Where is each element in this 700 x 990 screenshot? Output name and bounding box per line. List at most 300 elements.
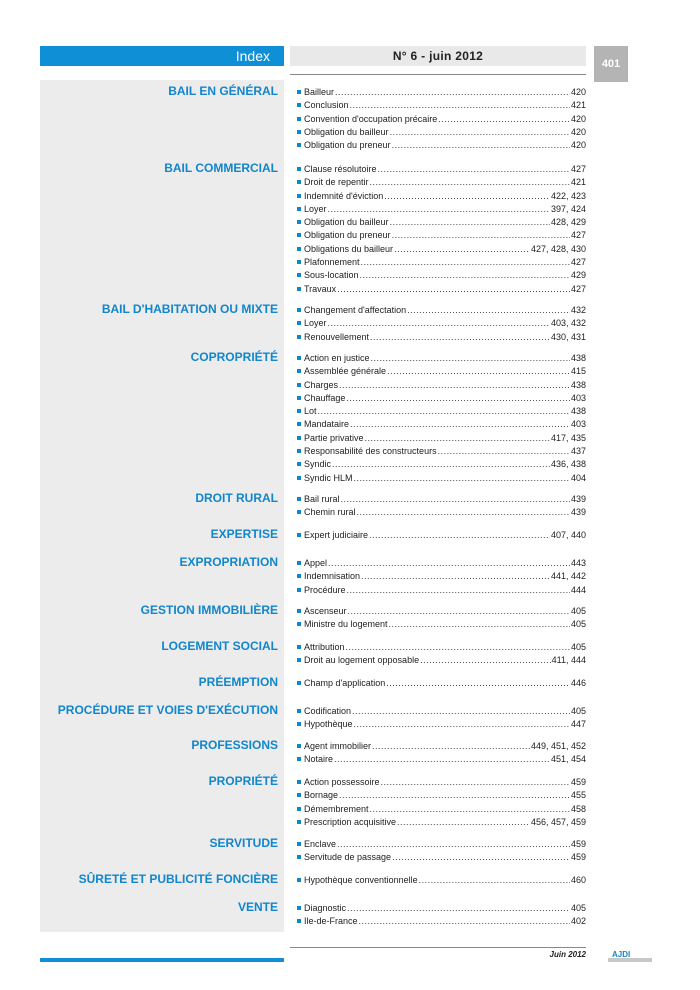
- entry-pages: 438: [570, 353, 586, 363]
- index-entry: [297, 99, 586, 112]
- entry-pages: 404: [570, 472, 586, 483]
- entry-label: Expert judiciaire: [304, 530, 369, 540]
- square-bullet-icon: [297, 356, 301, 360]
- entry-pages: 420: [570, 140, 586, 151]
- index-entry: [297, 331, 586, 344]
- index-entry: [297, 379, 586, 392]
- entry-pages: 455: [570, 790, 586, 801]
- square-bullet-icon: [297, 681, 301, 685]
- dot-leader: [334, 753, 550, 766]
- entry-label: Conclusion: [304, 100, 349, 111]
- dot-leader: [392, 139, 570, 152]
- index-entry: [297, 392, 586, 405]
- entry-pages: 444: [570, 584, 586, 595]
- dot-leader: [350, 99, 570, 112]
- square-bullet-icon: [297, 449, 301, 453]
- dot-leader: [360, 269, 570, 282]
- dot-leader: [369, 529, 550, 542]
- section-title: GESTION IMMOBILIÈRE: [140, 603, 278, 617]
- square-bullet-icon: [297, 533, 301, 537]
- index-entry: [297, 557, 586, 570]
- dot-leader: [339, 379, 570, 392]
- entry-pages: 439: [570, 494, 586, 504]
- index-entry: [297, 816, 586, 829]
- entry-pages: 422, 423: [550, 190, 586, 201]
- entry-label: Droit de repentir: [304, 177, 369, 188]
- square-bullet-icon: [297, 709, 301, 713]
- dot-leader: [346, 641, 570, 654]
- square-bullet-icon: [297, 167, 301, 171]
- entry-pages: 405: [570, 606, 586, 616]
- dot-leader: [371, 352, 570, 365]
- entry-pages: 405: [570, 903, 586, 913]
- index-entry: [297, 677, 586, 690]
- entry-pages: 403: [570, 419, 586, 430]
- entry-list: [297, 838, 586, 865]
- dot-leader: [397, 816, 530, 829]
- entry-pages: 439: [570, 507, 586, 518]
- entry-pages: 405: [570, 642, 586, 652]
- dot-leader: [352, 705, 570, 718]
- dot-leader: [378, 163, 570, 176]
- index-entry: [297, 605, 586, 618]
- entry-label: Ministre du logement: [304, 619, 388, 630]
- entry-label: Appel: [304, 558, 328, 568]
- index-entry: [297, 365, 586, 378]
- entry-label: Bail rural: [304, 494, 340, 504]
- entry-label: Loyer: [304, 203, 327, 214]
- index-entry: [297, 126, 586, 139]
- entry-pages: 458: [570, 803, 586, 814]
- entry-label: Prescription acquisitive: [304, 816, 397, 827]
- entry-label: Notaire: [304, 754, 334, 765]
- entry-label: Plafonnement: [304, 257, 360, 268]
- footer-date: Juin 2012: [549, 950, 586, 959]
- entry-pages: 441, 442: [550, 571, 586, 582]
- square-bullet-icon: [297, 855, 301, 859]
- section-title: EXPERTISE: [210, 527, 278, 541]
- dot-leader: [332, 458, 550, 471]
- index-entry: [297, 163, 586, 176]
- section-title: BAIL EN GÉNÉRAL: [168, 84, 278, 98]
- dot-leader: [328, 203, 550, 216]
- entry-list: [297, 902, 586, 929]
- entry-pages: 438: [570, 379, 586, 390]
- square-bullet-icon: [297, 497, 301, 501]
- square-bullet-icon: [297, 622, 301, 626]
- section-title: PROFESSIONS: [191, 738, 278, 752]
- entry-label: Syndic HLM: [304, 472, 353, 483]
- index-entry: [297, 405, 586, 418]
- entry-label: Droit au logement opposable: [304, 655, 420, 666]
- dot-leader: [318, 405, 570, 418]
- dot-leader: [361, 570, 550, 583]
- square-bullet-icon: [297, 247, 301, 251]
- index-entry: [297, 789, 586, 802]
- dot-leader: [390, 126, 570, 139]
- entry-pages: 451, 454: [550, 754, 586, 765]
- dot-leader: [381, 776, 570, 789]
- dot-leader: [438, 113, 570, 126]
- dot-leader: [354, 472, 570, 485]
- entry-pages: 403: [570, 392, 586, 403]
- square-bullet-icon: [297, 409, 301, 413]
- square-bullet-icon: [297, 588, 301, 592]
- index-entry: [297, 86, 586, 99]
- index-entry: [297, 584, 586, 597]
- index-entry: [297, 229, 586, 242]
- square-bullet-icon: [297, 878, 301, 882]
- entry-pages: 428, 429: [550, 217, 586, 228]
- index-entry: [297, 902, 586, 915]
- dot-leader: [347, 902, 570, 915]
- index-entry: [297, 570, 586, 583]
- entry-pages: 397, 424: [550, 203, 586, 214]
- footer-divider: [290, 947, 586, 948]
- entry-pages: 421: [570, 177, 586, 188]
- dot-leader: [337, 283, 570, 296]
- entry-list: [297, 740, 586, 767]
- square-bullet-icon: [297, 510, 301, 514]
- entry-pages: 405: [570, 619, 586, 630]
- dot-leader: [347, 584, 570, 597]
- dot-leader: [394, 243, 530, 256]
- entry-label: Démembrement: [304, 803, 369, 814]
- entry-label: Charges: [304, 379, 339, 390]
- issue-label: N° 6 - juin 2012: [290, 46, 586, 66]
- square-bullet-icon: [297, 90, 301, 94]
- index-entry: [297, 776, 586, 789]
- square-bullet-icon: [297, 143, 301, 147]
- dot-leader: [337, 838, 570, 851]
- dot-leader: [392, 229, 570, 242]
- entry-label: Obligation du preneur: [304, 230, 391, 241]
- entry-label: Lot: [304, 406, 317, 417]
- header-divider: [290, 74, 586, 75]
- entry-list: [297, 874, 586, 887]
- square-bullet-icon: [297, 609, 301, 613]
- dot-leader: [420, 654, 551, 667]
- square-bullet-icon: [297, 436, 301, 440]
- entry-label: Chauffage: [304, 392, 346, 403]
- entry-pages: 415: [570, 366, 586, 377]
- dot-leader: [390, 216, 550, 229]
- square-bullet-icon: [297, 308, 301, 312]
- index-entry: [297, 216, 586, 229]
- entry-pages: 429: [570, 270, 586, 281]
- index-entry: [297, 618, 586, 631]
- index-entry: [297, 493, 586, 506]
- dot-leader: [384, 190, 550, 203]
- section-title: BAIL D'HABITATION OU MIXTE: [101, 302, 278, 316]
- square-bullet-icon: [297, 194, 301, 198]
- entry-label: Chemin rural: [304, 507, 356, 518]
- entry-list: [297, 677, 586, 690]
- entry-pages: 456, 457, 459: [530, 816, 586, 827]
- index-entry: [297, 740, 586, 753]
- square-bullet-icon: [297, 807, 301, 811]
- entry-label: Indemnisation: [304, 571, 361, 582]
- entry-label: Loyer: [304, 318, 327, 329]
- section-title: EXPROPRIATION: [179, 555, 278, 569]
- entry-pages: 402: [570, 916, 586, 927]
- square-bullet-icon: [297, 383, 301, 387]
- dot-leader: [389, 618, 570, 631]
- index-entry: [297, 705, 586, 718]
- entry-label: Bornage: [304, 790, 339, 801]
- square-bullet-icon: [297, 335, 301, 339]
- entry-pages: 436, 438: [550, 459, 586, 470]
- dot-leader: [370, 331, 550, 344]
- dot-leader: [350, 418, 570, 431]
- index-entry: [297, 506, 586, 519]
- square-bullet-icon: [297, 220, 301, 224]
- dot-leader: [438, 445, 570, 458]
- square-bullet-icon: [297, 396, 301, 400]
- index-entry: [297, 190, 586, 203]
- section-title: SERVITUDE: [209, 836, 278, 850]
- index-entry: [297, 803, 586, 816]
- entry-label: Travaux: [304, 283, 337, 294]
- entry-list: [297, 705, 586, 732]
- square-bullet-icon: [297, 793, 301, 797]
- dot-leader: [354, 718, 570, 731]
- dot-leader: [348, 605, 570, 618]
- square-bullet-icon: [297, 207, 301, 211]
- entry-pages: 459: [570, 852, 586, 863]
- section-title: PROPRIÉTÉ: [208, 774, 278, 788]
- entry-pages: 427: [570, 230, 586, 241]
- dot-leader: [365, 432, 550, 445]
- entry-pages: 420: [570, 126, 586, 137]
- square-bullet-icon: [297, 722, 301, 726]
- square-bullet-icon: [297, 744, 301, 748]
- entry-label: Responsabilité des constructeurs: [304, 446, 437, 457]
- dot-leader: [341, 493, 570, 506]
- square-bullet-icon: [297, 919, 301, 923]
- entry-list: [297, 304, 586, 344]
- entry-label: Hypothèque: [304, 719, 353, 730]
- footer-brand: AJDI: [612, 950, 631, 959]
- index-entry: [297, 915, 586, 928]
- index-entry: [297, 641, 586, 654]
- entry-label: Partie privative: [304, 432, 364, 443]
- dot-leader: [407, 304, 570, 317]
- index-entry: [297, 851, 586, 864]
- square-bullet-icon: [297, 117, 301, 121]
- entry-list: [297, 605, 586, 632]
- entry-pages: 427: [570, 164, 586, 174]
- entry-label: Assemblée générale: [304, 366, 387, 377]
- entry-pages: 430, 431: [550, 331, 586, 342]
- entry-label: Obligations du bailleur: [304, 243, 394, 254]
- dot-leader: [339, 789, 570, 802]
- index-entry: [297, 352, 586, 365]
- square-bullet-icon: [297, 422, 301, 426]
- entry-label: Obligation du preneur: [304, 140, 391, 151]
- index-entry: [297, 432, 586, 445]
- entry-pages: 432: [570, 305, 586, 315]
- entry-pages: 447: [570, 719, 586, 730]
- entry-pages: 438: [570, 406, 586, 417]
- entry-pages: 411, 444: [551, 655, 586, 666]
- index-entry: [297, 203, 586, 216]
- dot-leader: [357, 506, 570, 519]
- dot-leader: [370, 176, 570, 189]
- square-bullet-icon: [297, 103, 301, 107]
- entry-list: [297, 493, 586, 520]
- entry-label: Champ d'application: [304, 678, 386, 688]
- entry-label: Servitude de passage: [304, 852, 392, 863]
- entry-pages: 437: [570, 446, 586, 457]
- entry-label: Action en justice: [304, 353, 370, 363]
- entry-label: Convention d'occupation précaire: [304, 113, 438, 124]
- index-entry: [297, 445, 586, 458]
- entry-list: [297, 352, 586, 485]
- entry-label: Sous-location: [304, 270, 359, 281]
- entry-pages: 427: [570, 283, 586, 294]
- square-bullet-icon: [297, 574, 301, 578]
- square-bullet-icon: [297, 369, 301, 373]
- square-bullet-icon: [297, 658, 301, 662]
- dot-leader: [361, 256, 570, 269]
- entry-pages: 417, 435: [550, 432, 586, 443]
- entry-pages: 427, 428, 430: [530, 243, 586, 254]
- entry-label: Renouvellement: [304, 331, 370, 342]
- entry-list: [297, 641, 586, 668]
- entry-pages: 446: [570, 678, 586, 688]
- dot-leader: [387, 365, 570, 378]
- square-bullet-icon: [297, 462, 301, 466]
- entry-label: Hypothèque conventionnelle: [304, 875, 418, 885]
- square-bullet-icon: [297, 645, 301, 649]
- entry-pages: 421: [570, 100, 586, 111]
- dot-leader: [386, 677, 570, 690]
- entry-list: [297, 163, 586, 296]
- square-bullet-icon: [297, 321, 301, 325]
- entry-label: Ascenseur: [304, 606, 347, 616]
- dot-leader: [359, 915, 570, 928]
- section-title: SÛRETÉ ET PUBLICITÉ FONCIÈRE: [78, 872, 278, 886]
- entry-label: Codification: [304, 706, 352, 716]
- dot-leader: [328, 557, 570, 570]
- entry-list: [297, 529, 586, 542]
- entry-label: Obligation du bailleur: [304, 126, 389, 137]
- entry-pages: 403, 432: [550, 318, 586, 329]
- entry-label: Enclave: [304, 839, 337, 849]
- entry-label: Obligation du bailleur: [304, 217, 389, 228]
- square-bullet-icon: [297, 842, 301, 846]
- square-bullet-icon: [297, 273, 301, 277]
- entry-list: [297, 557, 586, 597]
- left-panel: [40, 80, 284, 932]
- index-entry: [297, 472, 586, 485]
- index-entry: [297, 838, 586, 851]
- entry-label: Action possessoire: [304, 777, 380, 787]
- entry-pages: 459: [570, 777, 586, 787]
- index-entry: [297, 176, 586, 189]
- index-entry: [297, 418, 586, 431]
- entry-label: Diagnostic: [304, 903, 347, 913]
- dot-leader: [370, 803, 570, 816]
- entry-label: Mandataire: [304, 419, 350, 430]
- dot-leader: [419, 874, 570, 887]
- index-entry: [297, 753, 586, 766]
- entry-label: Changement d'affectation: [304, 305, 407, 315]
- entry-pages: 449, 451, 452: [530, 741, 586, 751]
- entry-pages: 420: [570, 87, 586, 97]
- section-title: COPROPRIÉTÉ: [190, 350, 278, 364]
- entry-pages: 420: [570, 113, 586, 124]
- section-title: VENTE: [237, 900, 278, 914]
- entry-list: [297, 86, 586, 152]
- section-title: PRÉEMPTION: [198, 675, 278, 689]
- square-bullet-icon: [297, 180, 301, 184]
- square-bullet-icon: [297, 233, 301, 237]
- section-title: LOGEMENT SOCIAL: [161, 639, 278, 653]
- index-entry: [297, 529, 586, 542]
- index-entry: [297, 113, 586, 126]
- index-entry: [297, 718, 586, 731]
- index-entry: [297, 317, 586, 330]
- entry-label: Syndic: [304, 459, 332, 470]
- entry-label: Indemnité d'éviction: [304, 190, 384, 201]
- footer-accent-bar: [40, 958, 284, 962]
- square-bullet-icon: [297, 476, 301, 480]
- square-bullet-icon: [297, 561, 301, 565]
- dot-leader: [328, 317, 550, 330]
- section-title: DROIT RURAL: [195, 491, 278, 505]
- entry-pages: 427: [570, 257, 586, 268]
- section-title: PROCÉDURE ET VOIES D'EXÉCUTION: [57, 703, 278, 717]
- square-bullet-icon: [297, 130, 301, 134]
- square-bullet-icon: [297, 906, 301, 910]
- index-entry: [297, 874, 586, 887]
- entry-pages: 460: [570, 875, 586, 885]
- square-bullet-icon: [297, 780, 301, 784]
- entry-label: Bailleur: [304, 87, 335, 97]
- dot-leader: [346, 392, 570, 405]
- entry-list: [297, 776, 586, 829]
- index-entry: [297, 654, 586, 667]
- dot-leader: [372, 740, 530, 753]
- entry-pages: 405: [570, 706, 586, 716]
- dot-leader: [335, 86, 570, 99]
- square-bullet-icon: [297, 820, 301, 824]
- entry-pages: 407, 440: [550, 530, 586, 540]
- index-entry: [297, 304, 586, 317]
- index-entry: [297, 269, 586, 282]
- entry-pages: 443: [570, 558, 586, 568]
- index-entry: [297, 458, 586, 471]
- index-entry: [297, 139, 586, 152]
- entry-label: Procédure: [304, 584, 346, 595]
- index-entry: [297, 256, 586, 269]
- entry-label: Clause résolutoire: [304, 164, 377, 174]
- square-bullet-icon: [297, 287, 301, 291]
- page-number: 401: [594, 46, 628, 82]
- index-entry: [297, 243, 586, 256]
- index-entry: [297, 283, 586, 296]
- dot-leader: [392, 851, 570, 864]
- entry-label: Ile-de-France: [304, 916, 358, 927]
- entry-label: Attribution: [304, 642, 345, 652]
- square-bullet-icon: [297, 260, 301, 264]
- index-header: Index: [40, 46, 284, 66]
- entry-label: Agent immobilier: [304, 741, 372, 751]
- entry-pages: 459: [570, 839, 586, 849]
- section-title: BAIL COMMERCIAL: [164, 161, 278, 175]
